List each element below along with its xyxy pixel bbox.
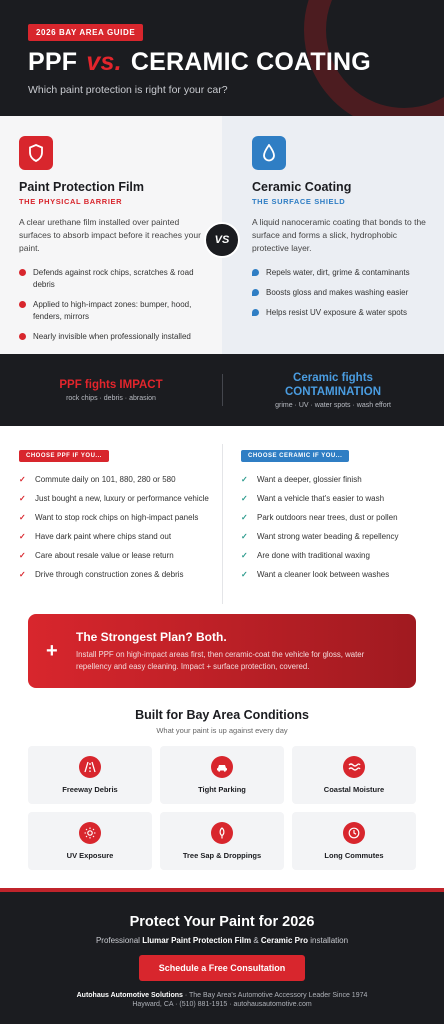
condition-card xyxy=(292,746,416,804)
ppf-name: Paint Protection Film xyxy=(19,180,145,194)
check-icon: ✓ xyxy=(19,494,26,503)
point-text: Applied to high-impact zones: bumper, hood, fenders, mirrors xyxy=(33,300,192,321)
card-label: Tight Parking xyxy=(198,785,246,794)
card-label: Freeway Debris xyxy=(62,785,118,794)
choose-ppf-list xyxy=(19,474,209,580)
sub-suffix: installation xyxy=(308,936,349,945)
footer-subtext xyxy=(0,936,444,945)
condition-card xyxy=(160,746,284,804)
company-tagline: · The Bay Area's Automotive Accessory Leader Since 1974 xyxy=(182,992,368,999)
ceramic-fights-heading-1: Ceramic fights xyxy=(293,372,373,384)
ppf-column xyxy=(19,136,204,351)
ceramic-kicker: THE SURFACE SHIELD xyxy=(252,197,346,206)
item-text: Have dark paint where chips stand out xyxy=(35,532,172,541)
card-label: Tree Sap & Droppings xyxy=(182,851,262,860)
waves-icon xyxy=(343,756,365,778)
company-info xyxy=(0,991,444,1009)
drop-bullet xyxy=(252,269,259,276)
item-text: Just bought a new, luxury or performance vehicle xyxy=(35,494,209,503)
item-text: Commute daily on 101, 880, 280 or 580 xyxy=(35,475,176,484)
road-icon xyxy=(79,756,101,778)
choose-ceramic-list xyxy=(241,474,426,580)
condition-card xyxy=(28,746,152,804)
check-icon: ✓ xyxy=(19,551,26,560)
point-text: Boosts gloss and makes washing easier xyxy=(266,288,409,297)
item-text: Want a cleaner look between washes xyxy=(257,570,390,579)
brand-llumar: Llumar Paint Protection Film xyxy=(142,936,252,945)
title-ppf: PPF xyxy=(28,48,78,76)
point-text: Defends against rock chips, scratches & road debris xyxy=(33,268,194,289)
page-subtitle: Which paint protection is right for your car? xyxy=(28,84,228,96)
list-item xyxy=(19,512,209,523)
list-item xyxy=(252,287,427,299)
drop-bullet xyxy=(252,289,259,296)
list-item xyxy=(19,267,204,291)
car-icon xyxy=(211,756,233,778)
brand-ceramic-pro: Ceramic Pro xyxy=(260,936,309,945)
card-label: Coastal Moisture xyxy=(323,785,385,794)
list-item xyxy=(252,307,427,319)
ceramic-column xyxy=(252,136,427,327)
vs-badge: VS xyxy=(204,222,240,258)
point-text: Nearly invisible when professionally installed xyxy=(33,332,191,341)
schedule-consultation-button[interactable]: Schedule a Free Consultation xyxy=(139,955,306,981)
choose-ppf xyxy=(19,444,209,588)
card-label: Long Commutes xyxy=(324,851,384,860)
check-icon: ✓ xyxy=(241,570,248,579)
card-label: UV Exposure xyxy=(66,851,114,860)
shield-icon xyxy=(19,136,53,170)
company-line xyxy=(0,991,444,1000)
bay-subheading: What your paint is up against every day xyxy=(156,726,288,735)
plan-title: The Strongest Plan? Both. xyxy=(76,630,227,644)
ppf-kicker: THE PHYSICAL BARRIER xyxy=(19,197,123,206)
item-text: Park outdoors near trees, dust or pollen xyxy=(257,513,398,522)
footer-heading: Protect Your Paint for 2026 xyxy=(129,914,315,930)
choose-ceramic-label: CHOOSE CERAMIC IF YOU... xyxy=(241,450,349,462)
check-icon: ✓ xyxy=(19,532,26,541)
droplet-icon xyxy=(252,136,286,170)
fights-band xyxy=(0,354,444,426)
condition-card xyxy=(292,812,416,870)
strongest-plan-card xyxy=(28,614,416,688)
list-item xyxy=(19,331,204,343)
list-item xyxy=(241,512,426,523)
sub-prefix: Professional xyxy=(95,936,143,945)
plan-text: Install PPF on high-impact areas first, then ceramic-coat the vehicle for gloss, water repellency and easy cleaning. Impact + surface protection, covered. xyxy=(76,650,365,671)
plus-icon: + xyxy=(46,640,58,662)
company-address: Hayward, CA · (510) 881-1915 · autohausautomotive.com xyxy=(132,1001,312,1008)
page-title xyxy=(28,48,371,77)
ceramic-fights xyxy=(222,354,444,426)
list-item xyxy=(19,299,204,323)
list-item xyxy=(19,493,209,504)
list-item xyxy=(241,569,426,580)
list-item xyxy=(19,550,209,561)
bullet-dot xyxy=(19,269,26,276)
check-icon: ✓ xyxy=(241,513,248,522)
check-icon: ✓ xyxy=(241,551,248,560)
comparison-section xyxy=(0,116,444,354)
ppf-description: A clear urethane film installed over painted surfaces to absorb impact before it reaches your paint. xyxy=(19,217,201,253)
choose-ceramic xyxy=(241,444,426,588)
condition-card xyxy=(28,812,152,870)
list-item xyxy=(19,569,209,580)
company-name: Autohaus Automotive Solutions xyxy=(76,992,183,999)
check-icon: ✓ xyxy=(241,475,248,484)
item-text: Drive through construction zones & debris xyxy=(35,570,184,579)
bay-area-section xyxy=(0,708,444,735)
ceramic-fights-sub: grime · UV · water spots · wash effort xyxy=(275,402,391,409)
item-text: Want a vehicle that's easier to wash xyxy=(257,494,385,503)
title-ceramic: CERAMIC COATING xyxy=(130,48,371,76)
bullet-dot xyxy=(19,333,26,340)
choose-divider xyxy=(222,444,223,604)
ppf-fights-sub: rock chips · debris · abrasion xyxy=(66,395,156,402)
item-text: Care about resale value or lease return xyxy=(35,551,174,560)
choose-ppf-label: CHOOSE PPF IF YOU... xyxy=(19,450,109,462)
point-text: Helps resist UV exposure & water spots xyxy=(266,308,407,317)
footer xyxy=(0,888,444,1024)
ceramic-description: A liquid nanoceramic coating that bonds to the surface and forms a slick, hydrophobic protective layer. xyxy=(252,217,426,253)
check-icon: ✓ xyxy=(19,475,26,484)
drop-bullet xyxy=(252,309,259,316)
item-text: Want strong water beading & repellency xyxy=(257,532,399,541)
ppf-fights-heading: PPF fights IMPACT xyxy=(59,379,163,391)
hero-banner xyxy=(0,0,444,116)
bullet-dot xyxy=(19,301,26,308)
sub-mid: & xyxy=(251,936,261,945)
check-icon: ✓ xyxy=(241,532,248,541)
guide-tag: 2026 BAY AREA GUIDE xyxy=(28,24,143,41)
list-item xyxy=(252,267,427,279)
ppf-fights xyxy=(0,354,222,426)
list-item xyxy=(241,550,426,561)
check-icon: ✓ xyxy=(19,513,26,522)
tree-icon xyxy=(211,822,233,844)
title-vs: vs. xyxy=(86,48,122,76)
ppf-points xyxy=(19,267,204,343)
list-item xyxy=(241,531,426,542)
check-icon: ✓ xyxy=(241,494,248,503)
ceramic-points xyxy=(252,267,427,319)
sun-icon xyxy=(79,822,101,844)
item-text: Are done with traditional waxing xyxy=(257,551,370,560)
ceramic-name: Ceramic Coating xyxy=(252,180,352,194)
bay-heading: Built for Bay Area Conditions xyxy=(135,708,309,722)
list-item xyxy=(241,474,426,485)
list-item xyxy=(241,493,426,504)
list-item xyxy=(19,531,209,542)
ceramic-fights-heading-2: CONTAMINATION xyxy=(284,386,382,398)
point-text: Repels water, dirt, grime & contaminants xyxy=(266,268,410,277)
clock-icon xyxy=(343,822,365,844)
list-item xyxy=(19,474,209,485)
condition-card xyxy=(160,812,284,870)
item-text: Want a deeper, glossier finish xyxy=(257,475,362,484)
check-icon: ✓ xyxy=(19,570,26,579)
item-text: Want to stop rock chips on high-impact panels xyxy=(35,513,199,522)
